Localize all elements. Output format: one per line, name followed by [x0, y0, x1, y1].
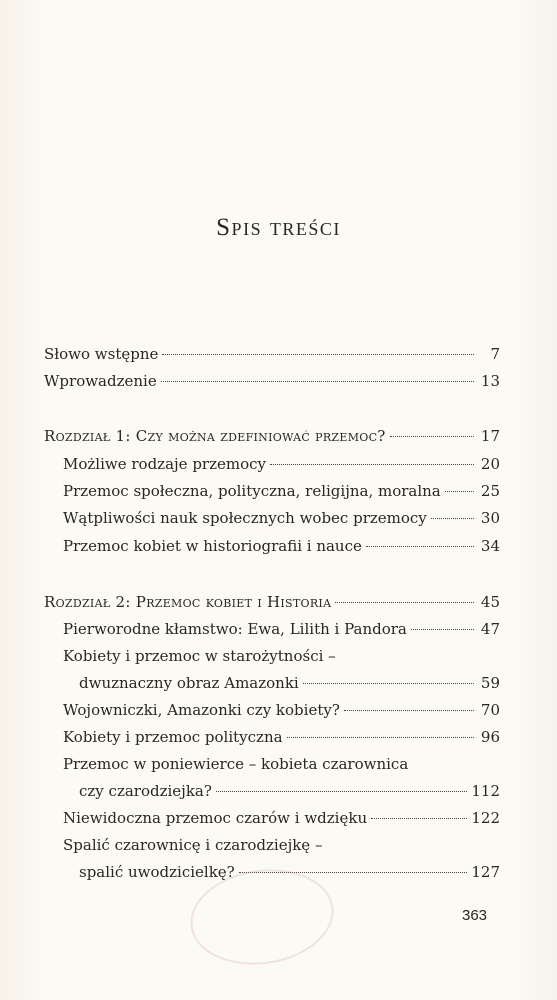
toc-entry-label: Niewidoczna przemoc czarów i wdzięku [63, 809, 368, 827]
leader-dots [303, 683, 474, 684]
leader-dots [335, 602, 474, 603]
toc-entry-page: 34 [480, 537, 500, 555]
leader-dots [162, 354, 474, 355]
toc-entry-label: spalić uwodzicielkę? [79, 863, 235, 881]
toc-entry [63, 619, 500, 639]
leader-dots [411, 629, 474, 630]
leader-dots [216, 791, 467, 792]
toc-chapter [44, 592, 500, 612]
toc-entry-label: Wątpliwości nauk społecznych wobec przemocy [63, 509, 427, 527]
toc-entry [63, 536, 500, 556]
toc-entry-label: Możliwe rodzaje przemocy [63, 455, 266, 473]
leader-dots [161, 381, 474, 382]
toc-entry-page: 45 [480, 593, 500, 611]
toc-entry-page: 20 [480, 455, 500, 473]
toc-entry [44, 344, 500, 364]
toc-entry [63, 646, 500, 666]
toc-entry-label: Przemoc w poniewierce – kobieta czarownica [63, 755, 409, 773]
toc-entry [79, 781, 500, 801]
toc-entry [44, 371, 500, 391]
toc-entry-label: Kobiety i przemoc w starożytności – [63, 647, 336, 665]
leader-dots [390, 436, 474, 437]
toc-entry-page: 96 [480, 728, 500, 746]
toc-entry-label: Pierworodne kłamstwo: Ewa, Lilith i Pandora [63, 620, 407, 638]
toc-entry-page: 30 [480, 509, 500, 527]
leader-dots [270, 464, 474, 465]
toc-entry-page: 25 [480, 482, 500, 500]
toc-entry-label: Spalić czarownicę i czarodziejkę – [63, 836, 323, 854]
toc-chapter [44, 426, 500, 446]
page-number: 363 [462, 907, 488, 924]
leader-dots [287, 737, 474, 738]
toc-entry-label: Wojowniczki, Amazonki czy kobiety? [63, 701, 340, 719]
toc-entry-page: 7 [490, 345, 500, 363]
toc-entry-label: dwuznaczny obraz Amazonki [79, 674, 299, 692]
toc-entry [63, 727, 500, 747]
toc-entry-label: Kobiety i przemoc polityczna [63, 728, 283, 746]
toc-entry-label: czy czarodziejka? [79, 782, 212, 800]
toc-entry-page: 70 [480, 701, 500, 719]
toc-entry [63, 481, 500, 501]
toc-entry [63, 508, 500, 528]
toc-entry-label: Rozdział 1: Czy można zdefiniować przemoc? [44, 427, 386, 445]
leader-dots [431, 518, 474, 519]
toc-entry-page: 112 [471, 782, 500, 800]
toc-entry-page: 13 [480, 372, 500, 390]
leader-dots [445, 491, 474, 492]
toc-entry [63, 835, 500, 855]
page-title: Spis treści [216, 214, 341, 241]
toc-entry [63, 808, 500, 828]
toc-entry [79, 673, 500, 693]
toc-entry-page: 17 [480, 427, 500, 445]
toc-entry-label: Rozdział 2: Przemoc kobiet i Historia [44, 593, 332, 611]
toc-entry-page: 127 [471, 863, 500, 881]
toc-entry-label: Wprowadzenie [44, 372, 157, 390]
leader-dots [344, 710, 474, 711]
toc-entry-page: 59 [480, 674, 500, 692]
toc-entry [63, 754, 500, 774]
toc-entry-label: Słowo wstępne [44, 345, 159, 363]
toc-entry [63, 454, 500, 474]
toc-entry [63, 700, 500, 720]
toc-entry-page: 47 [480, 620, 500, 638]
leader-dots [366, 546, 474, 547]
toc-entry-label: Przemoc społeczna, polityczna, religijna, moralna [63, 482, 441, 500]
toc-entry-label: Przemoc kobiet w historiografii i nauce [63, 537, 362, 555]
leader-dots [371, 818, 467, 819]
toc-entry-page: 122 [471, 809, 500, 827]
